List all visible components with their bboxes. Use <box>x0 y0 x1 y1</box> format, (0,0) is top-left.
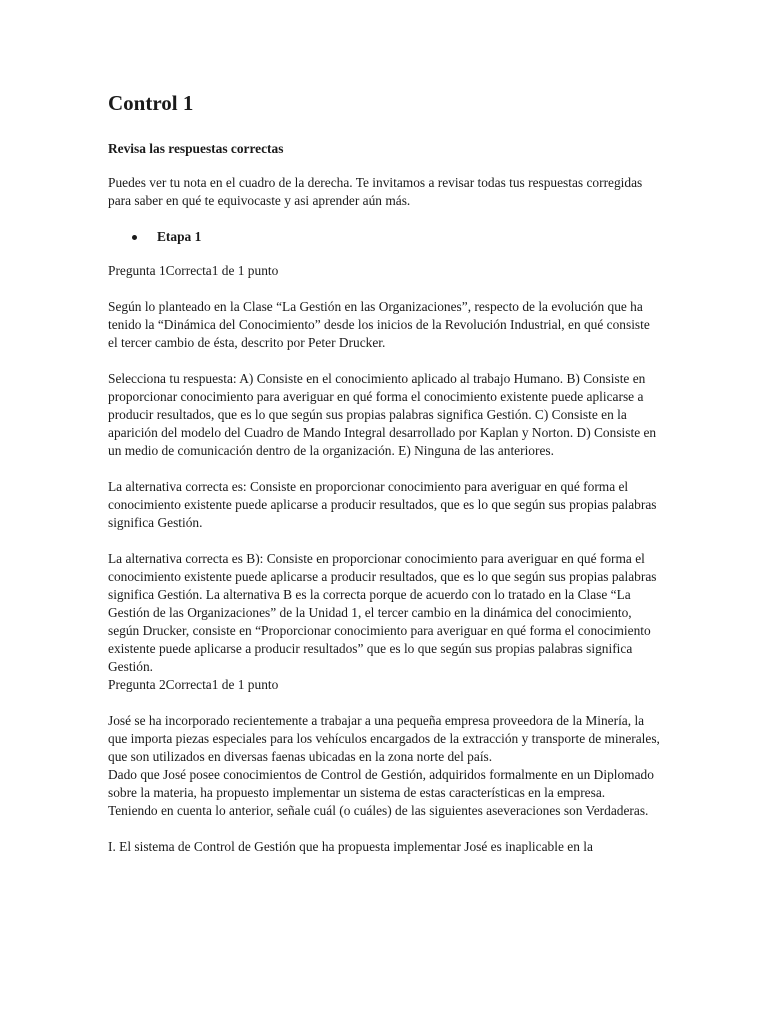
question-1-options: Selecciona tu respuesta: A) Consiste en el conocimiento aplicado al trabajo Humano. B) Consiste en proporcionar conocimiento para averiguar en qué forma el conocimiento existente puede aplicarse a producir resultados, que es lo que según sus propias palabras significa Gestión. C) Consiste en la aparición del modelo del Cuadro de Mando Integral desarrollado por Kaplan y Norton. D) Consiste en un medio de comunicación dentro de la organización. E) Ninguna de las anteriores. <box>108 371 657 458</box>
question-2-context-3: Teniendo en cuenta lo anterior, señale cuál (o cuáles) de las siguientes aseveraciones son Verdaderas. <box>108 803 649 818</box>
question-2-context-2: Dado que José posee conocimientos de Control de Gestión, adquiridos formalmente en un Diplomado sobre la materia, ha propuesto implementar un sistema de estas características en la empresa. <box>108 767 654 800</box>
question-1-correct-answer: La alternativa correcta es: Consiste en proporcionar conocimiento para averiguar en qué forma el conocimiento existente puede aplicarse a producir resultados, que es lo que según sus propias palabras significa Gestión. <box>108 479 657 530</box>
question-1-text: Según lo planteado en la Clase “La Gestión en las Organizaciones”, respecto de la evolución que ha tenido la “Dinámica del Conocimiento” desde los inicios de la Revolución Industrial, en qué consiste el tercer cambio de ésta, descrito por Peter Drucker. <box>108 299 650 350</box>
question-2-header: Pregunta 2Correcta1 de 1 punto <box>108 677 279 692</box>
page-subtitle: Revisa las respuestas correctas <box>108 141 284 156</box>
question-1-explanation: La alternativa correcta es B): Consiste en proporcionar conocimiento para averiguar en qué forma el conocimiento existente puede aplicarse a producir resultados, que es lo que según sus propias palabras significa Gestión. La alternativa B es la correcta porque de acuerdo con lo tratado en la Clase “La Gestión de las Organizaciones” de la Unidad 1, el tercer cambio en la dinámica del conocimiento, según Drucker, consiste en “Proporcionar conocimiento para averiguar en qué forma el conocimiento existente puede aplicarse a producir resultados” que es lo que según sus propias palabras significa Gestión. <box>108 551 657 674</box>
stage-label: Etapa 1 <box>157 229 202 244</box>
bullet-icon <box>132 235 137 240</box>
stage-item <box>132 228 660 246</box>
document-page <box>108 88 660 856</box>
question-2-context-1: José se ha incorporado recientemente a trabajar a una pequeña empresa proveedora de la Minería, la que importa piezas especiales para los vehículos encargados de la extracción y transporte de minerales, que son utilizados en diversas faenas ubicadas en la zona norte del país. <box>108 713 660 764</box>
question-1-header: Pregunta 1Correcta1 de 1 punto <box>108 263 279 278</box>
question-2-statement-1: I. El sistema de Control de Gestión que ha propuesta implementar José es inaplicable en la <box>108 839 593 854</box>
page-title: Control 1 <box>108 91 194 115</box>
intro-paragraph: Puedes ver tu nota en el cuadro de la derecha. Te invitamos a revisar todas tus respuestas corregidas para saber en qué te equivocaste y asi aprender aún más. <box>108 175 643 208</box>
stage-list <box>108 228 660 246</box>
